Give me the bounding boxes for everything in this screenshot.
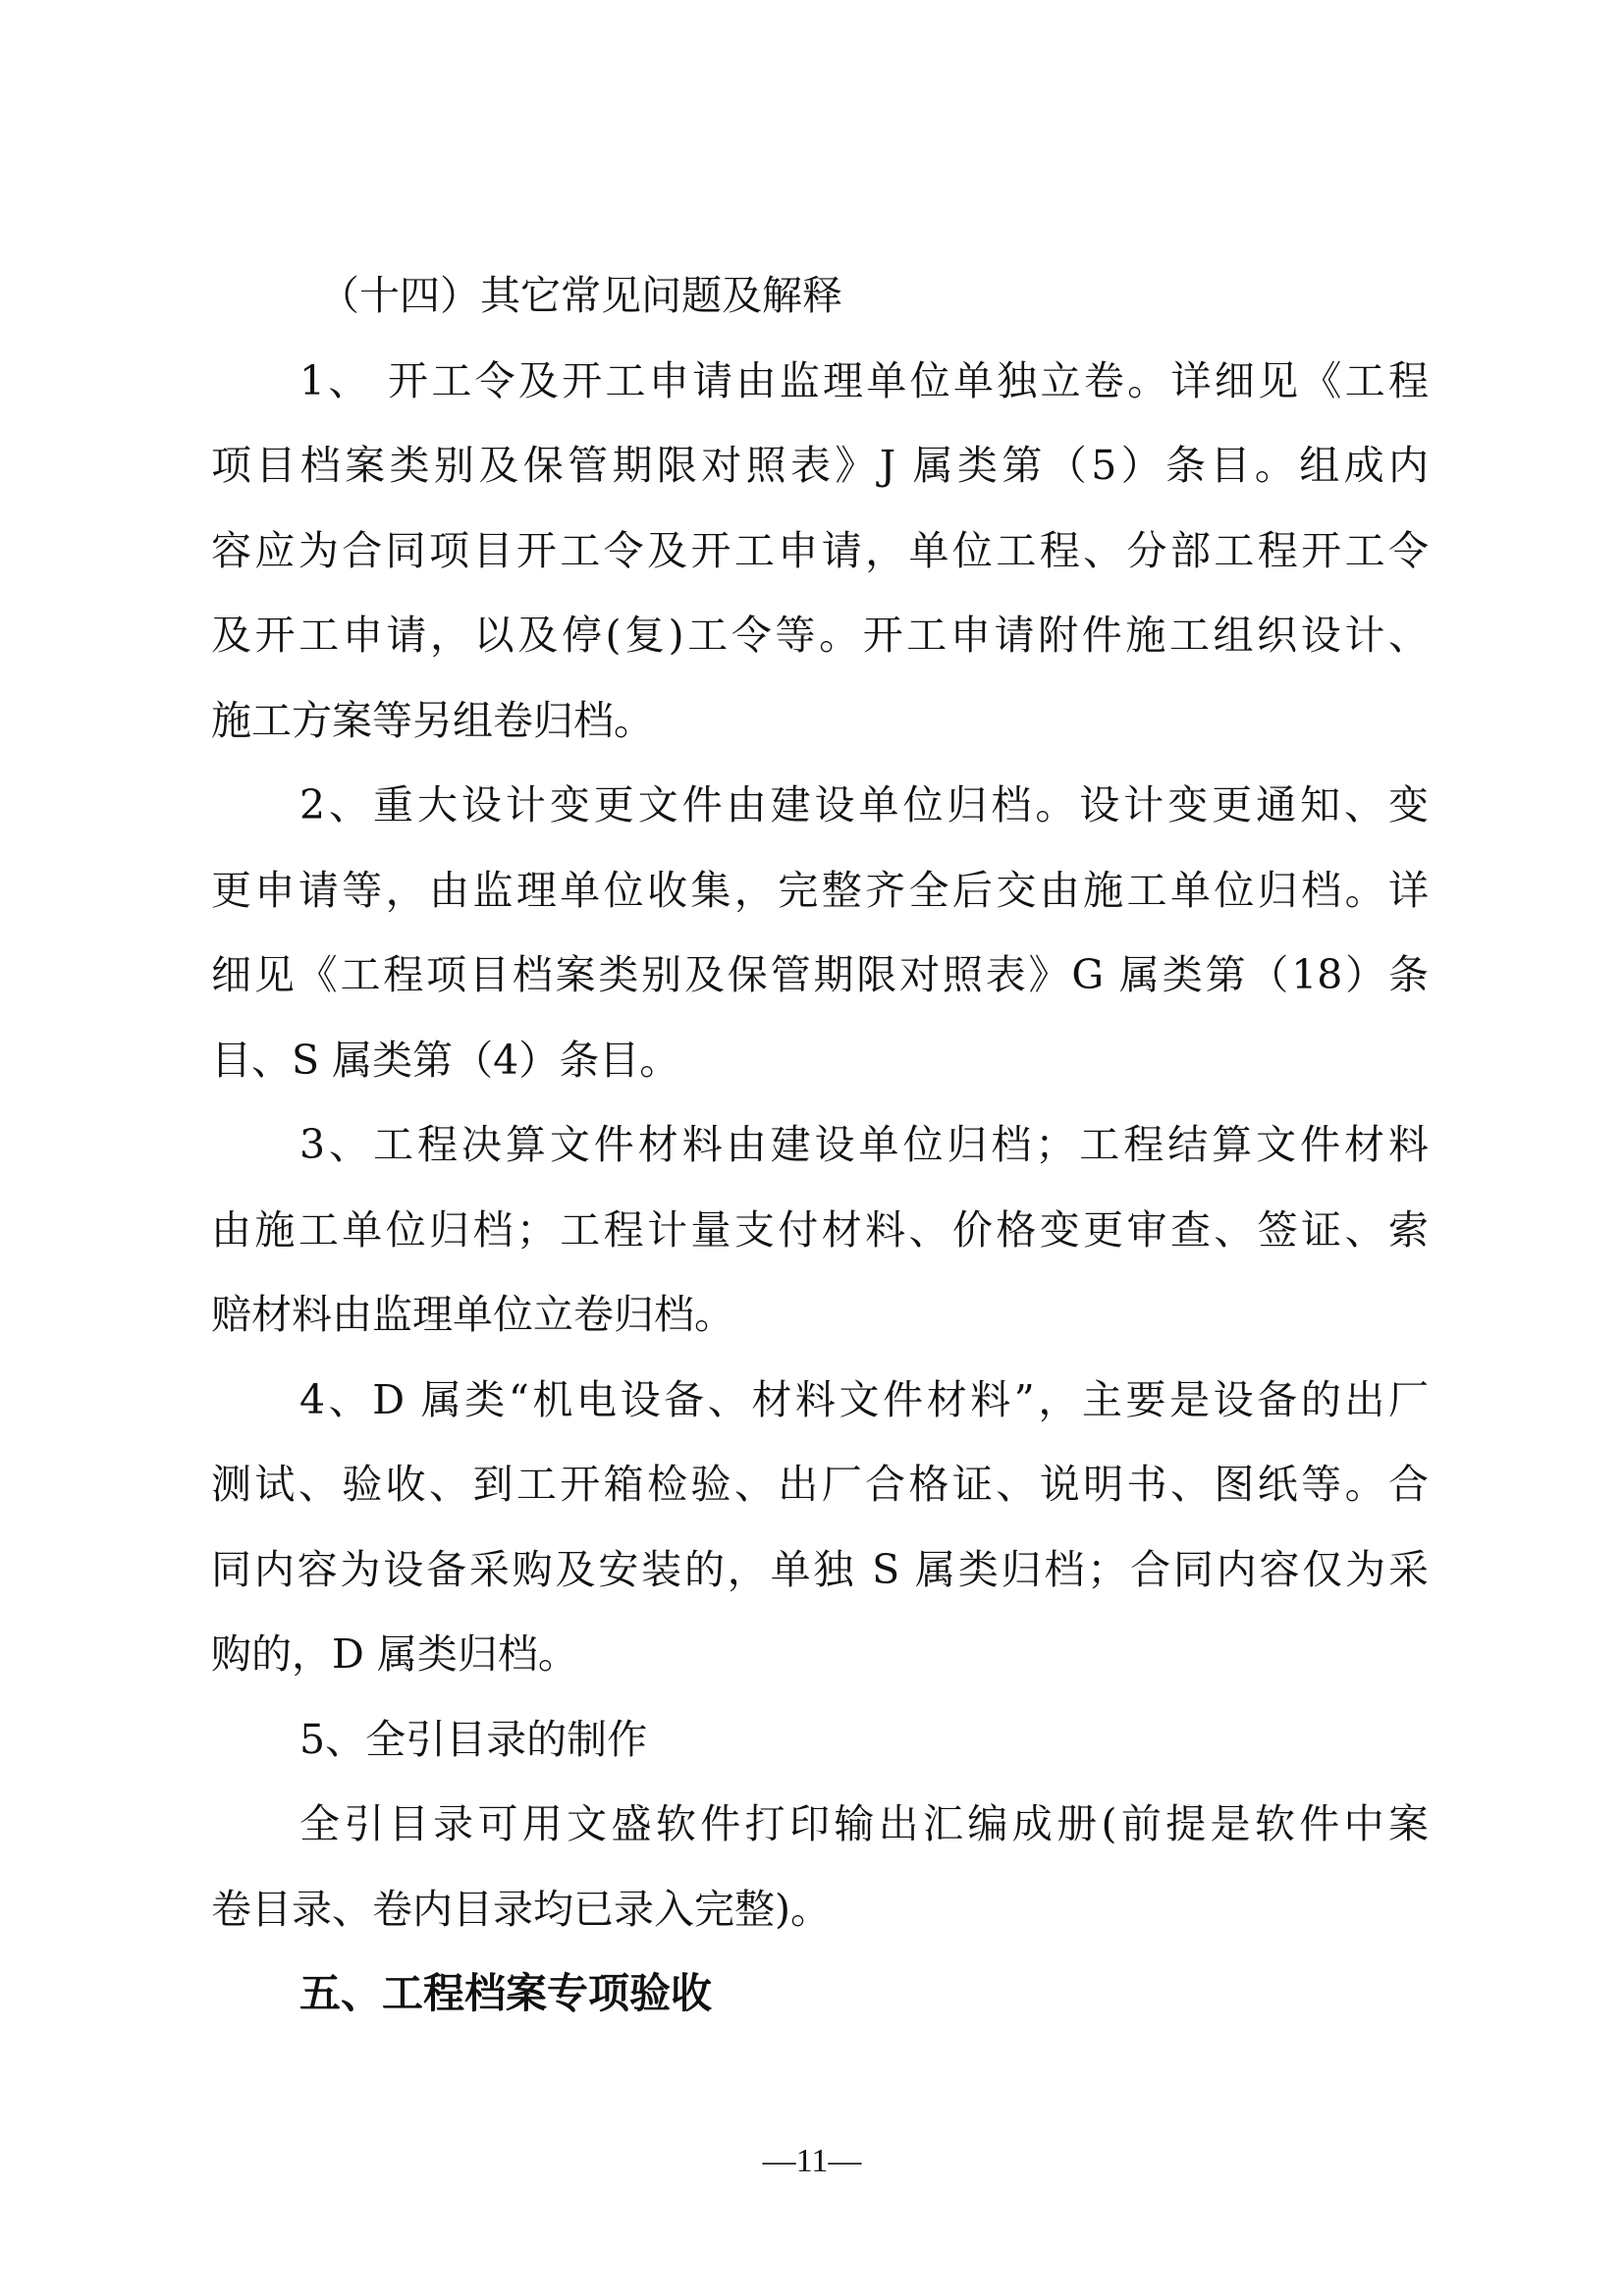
item-2-line-4: 目、S 属类第（4）条目。 — [211, 1036, 680, 1084]
item-4-line-1: 4、D 属类“机电设备、材料文件材料”，主要是设备的出厂 — [299, 1375, 1429, 1423]
item-3-line-3: 赔材料由监理单位立卷归档。 — [211, 1291, 734, 1338]
item-1-line-1: 1、 开工令及开工申请由监理单位单独立卷。详细见《工程 — [299, 356, 1429, 404]
item-3-line-1: 3、工程决算文件材料由建设单位归档；工程结算文件材料 — [299, 1121, 1429, 1168]
item-4-line-3: 同内容为设备采购及安装的，单独 S 属类归档；合同内容仅为采 — [211, 1545, 1429, 1593]
item-2-line-3: 细见《工程项目档案类别及保管期限对照表》G 属类第（18）条 — [211, 951, 1429, 998]
item-1-line-2: 项目档案类别及保管期限对照表》J 属类第（5）条目。组成内 — [211, 442, 1429, 489]
page-number: —11— — [762, 2143, 862, 2179]
item-5-line-1: 全引目录可用文盛软件打印输出汇编成册(前提是软件中案 — [299, 1800, 1429, 1847]
item-3-line-2: 由施工单位归档；工程计量支付材料、价格变更审查、签证、索 — [211, 1205, 1429, 1254]
item-1-line-3: 容应为合同项目开工令及开工申请，单位工程、分部工程开工令 — [211, 526, 1429, 574]
item-1-line-4: 及开工申请，以及停(复)工令等。开工申请附件施工组织设计、 — [211, 612, 1429, 659]
item-5-title: 5、全引目录的制作 — [299, 1715, 648, 1763]
subsection-heading: （十四）其它常见问题及解释 — [319, 272, 842, 319]
item-2-line-2: 更申请等，由监理单位收集，完整齐全后交由施工单位归档。详 — [211, 866, 1429, 914]
item-5-line-2: 卷目录、卷内目录均已录入完整)。 — [211, 1885, 831, 1933]
document-page — [211, 253, 1429, 2037]
item-4-line-2: 测试、验收、到工开箱检验、出厂合格证、说明书、图纸等。合 — [211, 1461, 1429, 1508]
item-4-line-4: 购的，D 属类归档。 — [211, 1630, 578, 1678]
item-1-line-5: 施工方案等另组卷归档。 — [211, 696, 654, 744]
item-2-line-1: 2、重大设计变更文件由建设单位归档。设计变更通知、变 — [299, 781, 1429, 828]
section-heading: 五、工程档案专项验收 — [299, 1969, 713, 2017]
